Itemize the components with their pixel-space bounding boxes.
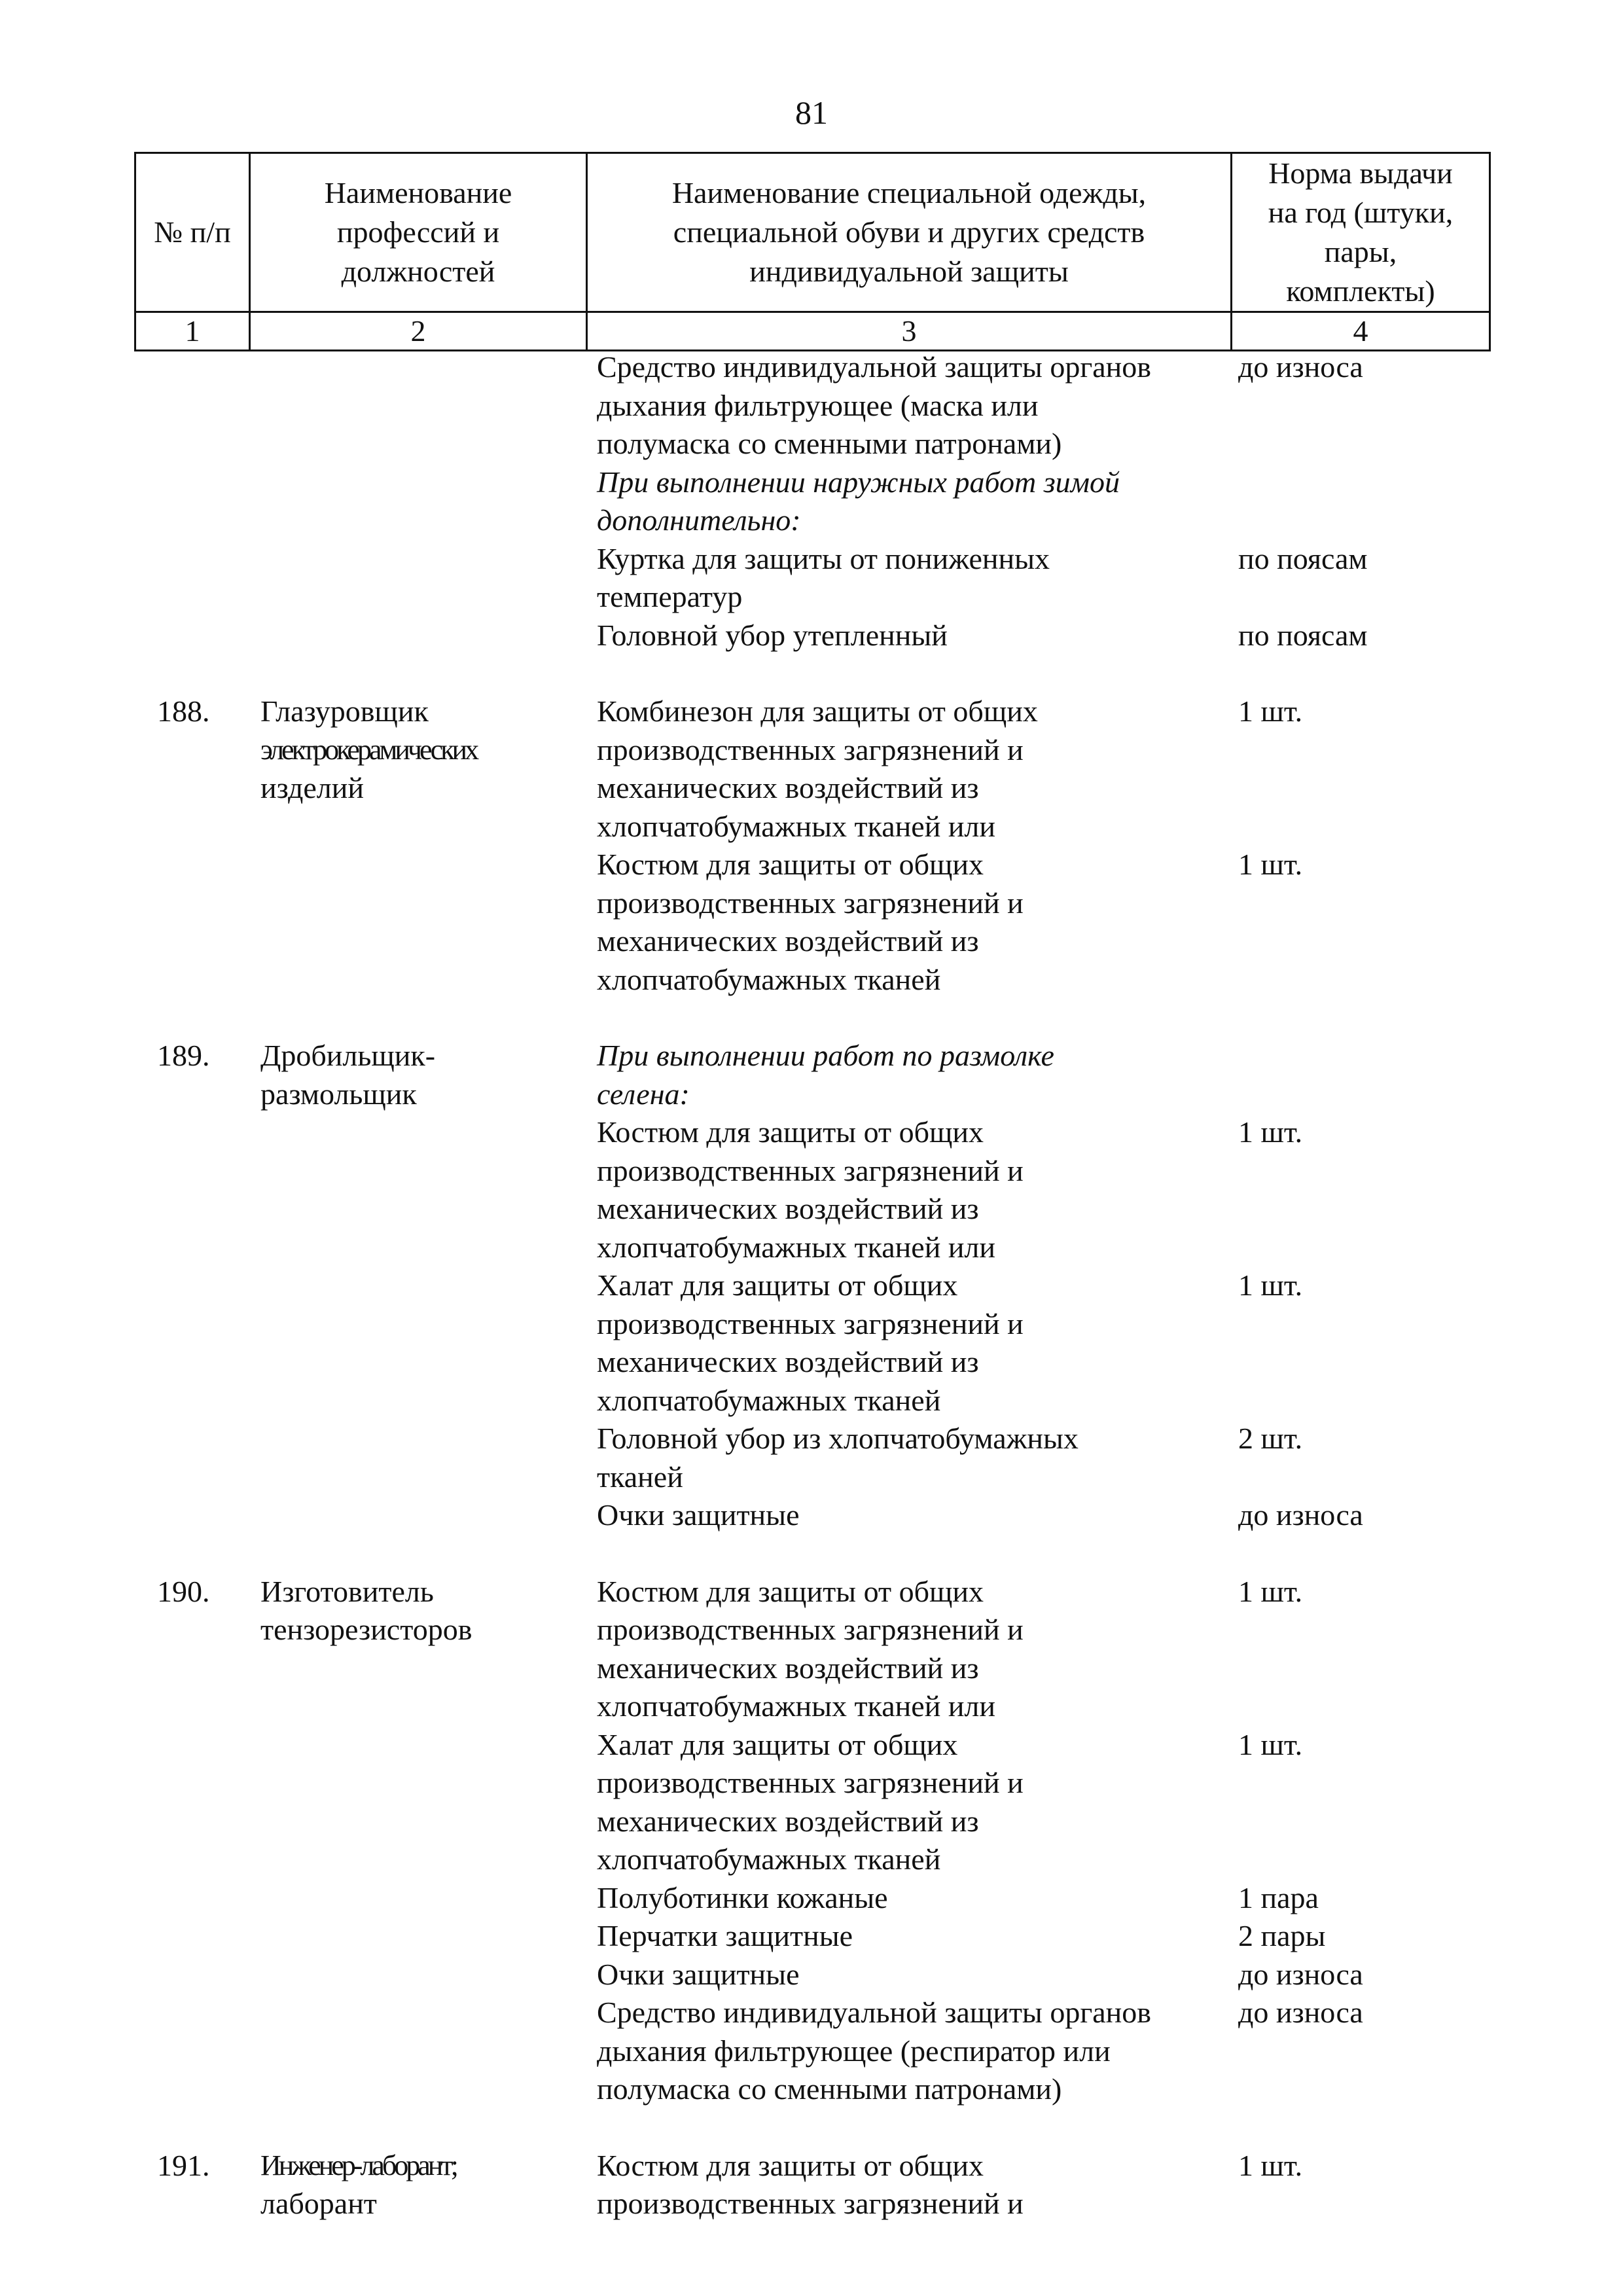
norm-value: 1 шт. [1238,694,1303,728]
equipment-line: механических воздействий из [597,924,979,958]
norm-value: 2 шт. [1238,1422,1303,1455]
norm-value: до износа [1238,1498,1363,1532]
condition-note: селена: [597,1077,690,1111]
equipment-line: хлопчатобумажных тканей [597,962,941,996]
equipment-line: механических воздействий из [597,1345,979,1378]
norm-value: до износа [1238,350,1363,384]
profession-name: электрокерамических [260,733,477,766]
header-row [135,153,1490,312]
entry-number: 189. [157,1039,210,1072]
equipment-line: Перчатки защитные [597,1919,853,1952]
equipment-line: Костюм для защиты от общих [597,848,984,881]
equipment-line: дыхания фильтрующее (респиратор или [597,2034,1111,2068]
profession-name: Изготовитель [260,1574,434,1608]
header-line: индивидуальной защиты [749,255,1069,288]
equipment-line: хлопчатобумажных тканей [597,1383,941,1417]
equipment-line: производственных загрязнений и [597,1766,1024,1799]
equipment-line: Халат для защиты от общих [597,1727,958,1761]
header-line: Наименование [324,176,512,209]
header-line: пары, [1324,235,1397,268]
equipment-line: производственных загрязнений и [597,1153,1024,1187]
column-number: 1 [135,312,250,351]
equipment-line: хлопчатобумажных тканей или [597,1689,996,1723]
norm-value: по поясам [1238,618,1368,652]
equipment-line: механических воздействий из [597,1192,979,1225]
norm-value: 1 шт. [1238,2148,1303,2182]
equipment-line: тканей [597,1460,683,1494]
column-number-row [135,312,1490,351]
header-line: комплекты) [1286,274,1435,308]
profession-name: изделий [260,771,364,804]
equipment-line: хлопчатобумажных тканей [597,1842,941,1876]
profession-name: лаборант [260,2187,377,2220]
header-line: специальной обуви и других средств [673,215,1145,249]
equipment-line: хлопчатобумажных тканей или [597,809,996,843]
equipment-line: Костюм для защиты от общих [597,2148,984,2182]
header-col-equipment [587,153,1232,312]
profession-name: Глазуровщик [260,694,429,728]
norm-value: 1 шт. [1238,1727,1303,1761]
equipment-line: полумаска со сменными патронами) [597,427,1062,460]
norm-value: 1 пара [1238,1880,1319,1914]
header-col-norm [1232,153,1490,312]
equipment-line: температур [597,580,743,613]
equipment-line: Костюм для защиты от общих [597,1115,984,1149]
norm-value: 2 пары [1238,1919,1326,1952]
column-number: 4 [1232,312,1490,351]
equipment-line: полумаска со сменными патронами) [597,2072,1062,2106]
header-line: профессий и [336,215,500,249]
profession-name: размольщик [260,1077,417,1111]
equipment-line: Куртка для защиты от пониженных [597,541,1050,575]
equipment-line: Комбинезон для защиты от общих [597,694,1038,728]
profession-name: Инженер-лаборант; [260,2149,456,2181]
norm-value: 1 шт. [1238,1268,1303,1302]
equipment-line: хлопчатобумажных тканей или [597,1230,996,1264]
norm-value: 1 шт. [1238,848,1303,881]
condition-note: При выполнении наружных работ зимой [597,465,1120,499]
equipment-line: производственных загрязнений и [597,2187,1024,2220]
header-col-profession [250,153,587,312]
header-line: на год (штуки, [1268,196,1454,229]
equipment-line: Средство индивидуальной защиты органов [597,1996,1151,2029]
entry-number: 188. [157,694,210,728]
equipment-line: Костюм для защиты от общих [597,1574,984,1608]
equipment-line: дыхания фильтрующее (маска или [597,388,1039,422]
equipment-line: производственных загрязнений и [597,886,1024,920]
equipment-line: Головной убор утепленный [597,618,948,652]
equipment-line: Головной убор из хлопчатобумажных [597,1422,1079,1455]
equipment-line: Полуботинки кожаные [597,1880,888,1914]
equipment-line: Средство индивидуальной защиты органов [597,350,1151,384]
norm-value: 1 шт. [1238,1115,1303,1149]
header-line: должностей [341,255,495,288]
table-header [134,152,1491,351]
equipment-line: механических воздействий из [597,1804,979,1838]
page-number: 81 [795,94,828,131]
equipment-line: производственных загрязнений и [597,732,1024,766]
equipment-line: механических воздействий из [597,1651,979,1685]
norm-value: до износа [1238,1957,1363,1991]
equipment-line: производственных загрязнений и [597,1613,1024,1646]
norm-value: до износа [1238,1996,1363,2029]
column-number: 2 [250,312,587,351]
condition-note: При выполнении работ по размолке [597,1039,1054,1072]
equipment-line: Халат для защиты от общих [597,1268,958,1302]
equipment-line: механических воздействий из [597,771,979,804]
equipment-line: Очки защитные [597,1957,800,1991]
condition-note: дополнительно: [597,503,801,537]
column-number: 3 [587,312,1232,351]
equipment-line: производственных загрязнений и [597,1306,1024,1340]
profession-name: Дробильщик- [260,1039,436,1072]
norm-value: по поясам [1238,541,1368,575]
norm-value: 1 шт. [1238,1574,1303,1608]
entry-number: 191. [157,2148,210,2182]
equipment-line: Очки защитные [597,1498,800,1532]
header-col-number [135,153,250,312]
profession-name: тензорезисторов [260,1613,473,1646]
header-line: Норма выдачи [1268,156,1453,190]
entry-number: 190. [157,1574,210,1608]
header-col-number-label: № п/п [154,215,231,249]
header-line: Наименование специальной одежды, [671,176,1147,209]
